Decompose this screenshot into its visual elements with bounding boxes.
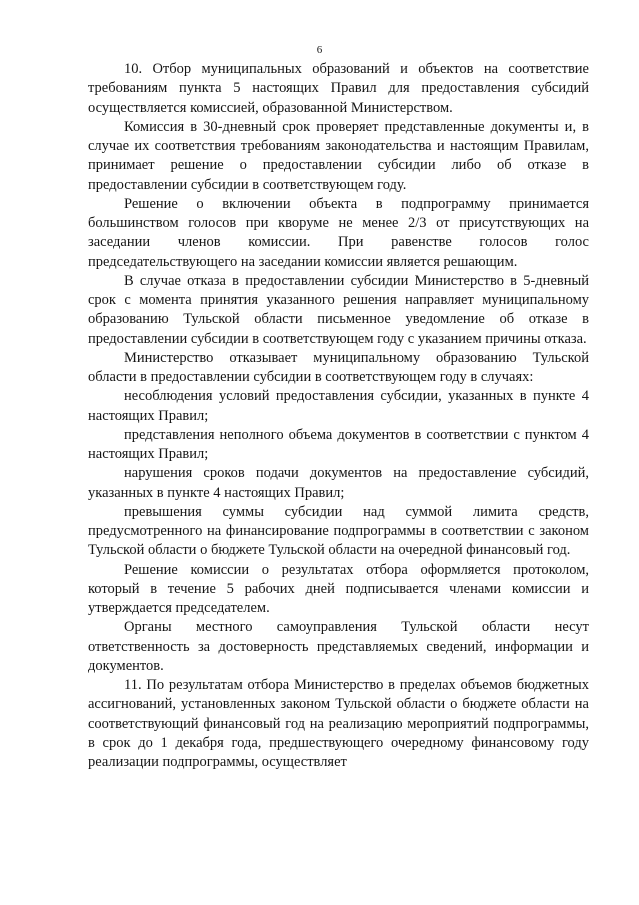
document-body bbox=[88, 60, 589, 772]
list-item-limit-excess: превышения суммы субсидии над суммой лимита средств, предусмотренного на финансирование подпрограммы в соответствии с законом Тульской области о бюджете Тульской области на очередной финансовый год. bbox=[88, 503, 589, 559]
paragraph-responsibility: Органы местного самоуправления Тульской области несут ответственность за достоверность представляемых сведений, информации и документов. bbox=[88, 619, 589, 674]
paragraph-item-10: 10. Отбор муниципальных образований и объектов на соответствие требованиям пункта 5 настоящих Правил для предоставления субсидий осуществляется комиссией, образованной Министерством. bbox=[88, 61, 589, 116]
paragraph-decision-vote: Решение о включении объекта в подпрограмму принимается большинством голосов при кворуме не менее 2/3 от присутствующих на заседании членов комиссии. При равенстве голосов голос председательствующего на заседании комиссии является решающим. bbox=[88, 195, 589, 270]
paragraph-refusal-cases: Министерство отказывает муниципальному образованию Тульской области в предоставлении субсидии в соответствующем году в случаях: bbox=[88, 349, 589, 385]
paragraph-item-11: 11. По результатам отбора Министерство в пределах объемов бюджетных ассигнований, установленных законом Тульской области о бюджете области на соответствующий финансовый год на реализацию мероприятий подпрограммы, в срок до 1 декабря года, предшествующего очередному финансовому году реализации подпрограммы, осуществляет bbox=[88, 677, 589, 770]
paragraph-protocol: Решение комиссии о результатах отбора оформляется протоколом, который в течение 5 рабочих дней подписывается членами комиссии и утверждается председателем. bbox=[88, 561, 589, 616]
paragraph-commission-review: Комиссия в 30-дневный срок проверяет представленные документы и, в случае их соответствия требованиям законодательства и настоящим Правилам, принимает решение о предоставлении субсидии либо об отказе в предоставлении субсидии в соответствующем году. bbox=[88, 118, 589, 193]
list-item-incomplete-docs: представления неполного объема документов в соответствии с пунктом 4 настоящих Правил; bbox=[88, 426, 589, 462]
list-item-noncompliance: несоблюдения условий предоставления субсидии, указанных в пункте 4 настоящих Правил; bbox=[88, 388, 589, 424]
page-number: 6 bbox=[316, 44, 323, 56]
list-item-deadline-violation: нарушения сроков подачи документов на предоставление субсидий, указанных в пункте 4 настоящих Правил; bbox=[88, 465, 589, 501]
paragraph-refusal-notice: В случае отказа в предоставлении субсидии Министерство в 5-дневный срок с момента принятия указанного решения направляет муниципальному образованию Тульской области письменное уведомление об отказе в предоставлении субсидии в соответствующем году с указанием причины отказа. bbox=[88, 272, 589, 347]
